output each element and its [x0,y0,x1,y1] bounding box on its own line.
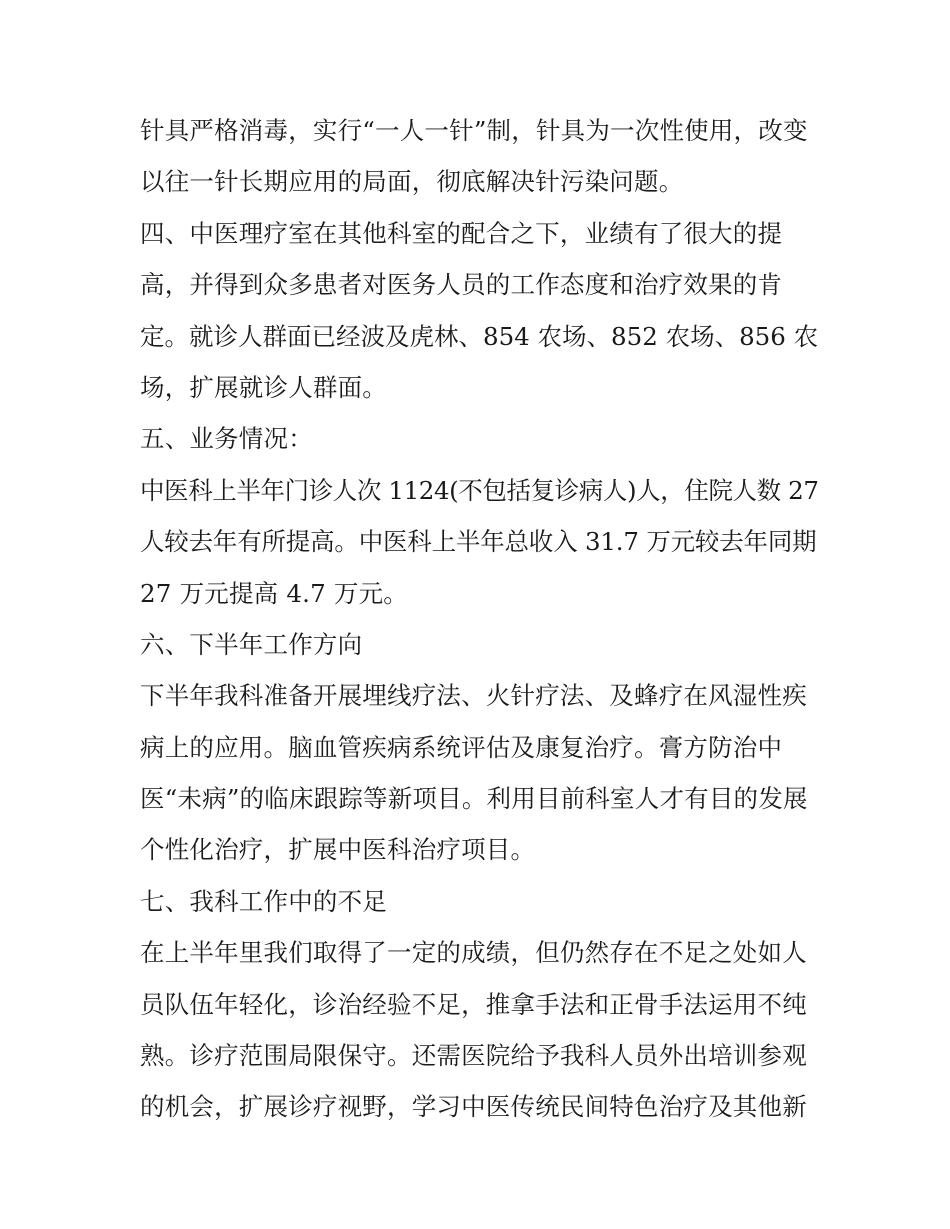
text-line: 27 万元提高 4.7 万元。 [140,578,409,608]
text-line: 熟。诊疗范围局限保守。还需医院给予我科人员外出培训参观 [140,1041,807,1071]
text-line: 定。就诊人群面已经波及虎林、854 农场、852 农场、856 农 [140,321,819,351]
section-heading: 七、我科工作中的不足 [140,886,387,916]
section-heading-line: 四、中医理疗室在其他科室的配合之下，业绩有了很大的提 [140,218,783,248]
text-line: 以往一针长期应用的局面，彻底解决针污染问题。 [140,167,684,197]
text-line: 针具严格消毒，实行“一人一针”制，针具为一次性使用，改变 [140,116,808,145]
text-line: 高，并得到众多患者对医务人员的工作态度和治疗效果的肯 [140,270,783,300]
section-heading: 六、下半年工作方向 [140,629,363,659]
text-line: 人较去年有所提高。中医科上半年总收入 31.7 万元较去年同期 [140,527,817,557]
text-line: 的机会，扩展诊疗视野，学习中医传统民间特色治疗及其他新 [140,1092,807,1122]
section-heading: 五、业务情况： [140,424,313,454]
text-line: 下半年我科准备开展埋线疗法、火针疗法、及蜂疗在风湿性疾 [140,681,807,711]
text-line: 病上的应用。脑血管疾病系统评估及康复治疗。膏方防治中 [140,732,783,762]
text-line: 在上半年里我们取得了一定的成绩，但仍然存在不足之处如人 [140,938,807,968]
text-line: 个性化治疗，扩展中医科治疗项目。 [140,835,536,865]
text-line: 场，扩展就诊人群面。 [140,372,387,402]
text-line: 中医科上半年门诊人次 1124(不包括复诊病人)人，住院人数 27 [140,475,819,505]
text-line: 医“未病”的临床跟踪等新项目。利用目前科室人才有目的发展 [140,784,808,814]
document-body [140,105,820,1133]
text-line: 员队伍年轻化，诊治经验不足，推拿手法和正骨手法运用不纯 [140,989,807,1019]
